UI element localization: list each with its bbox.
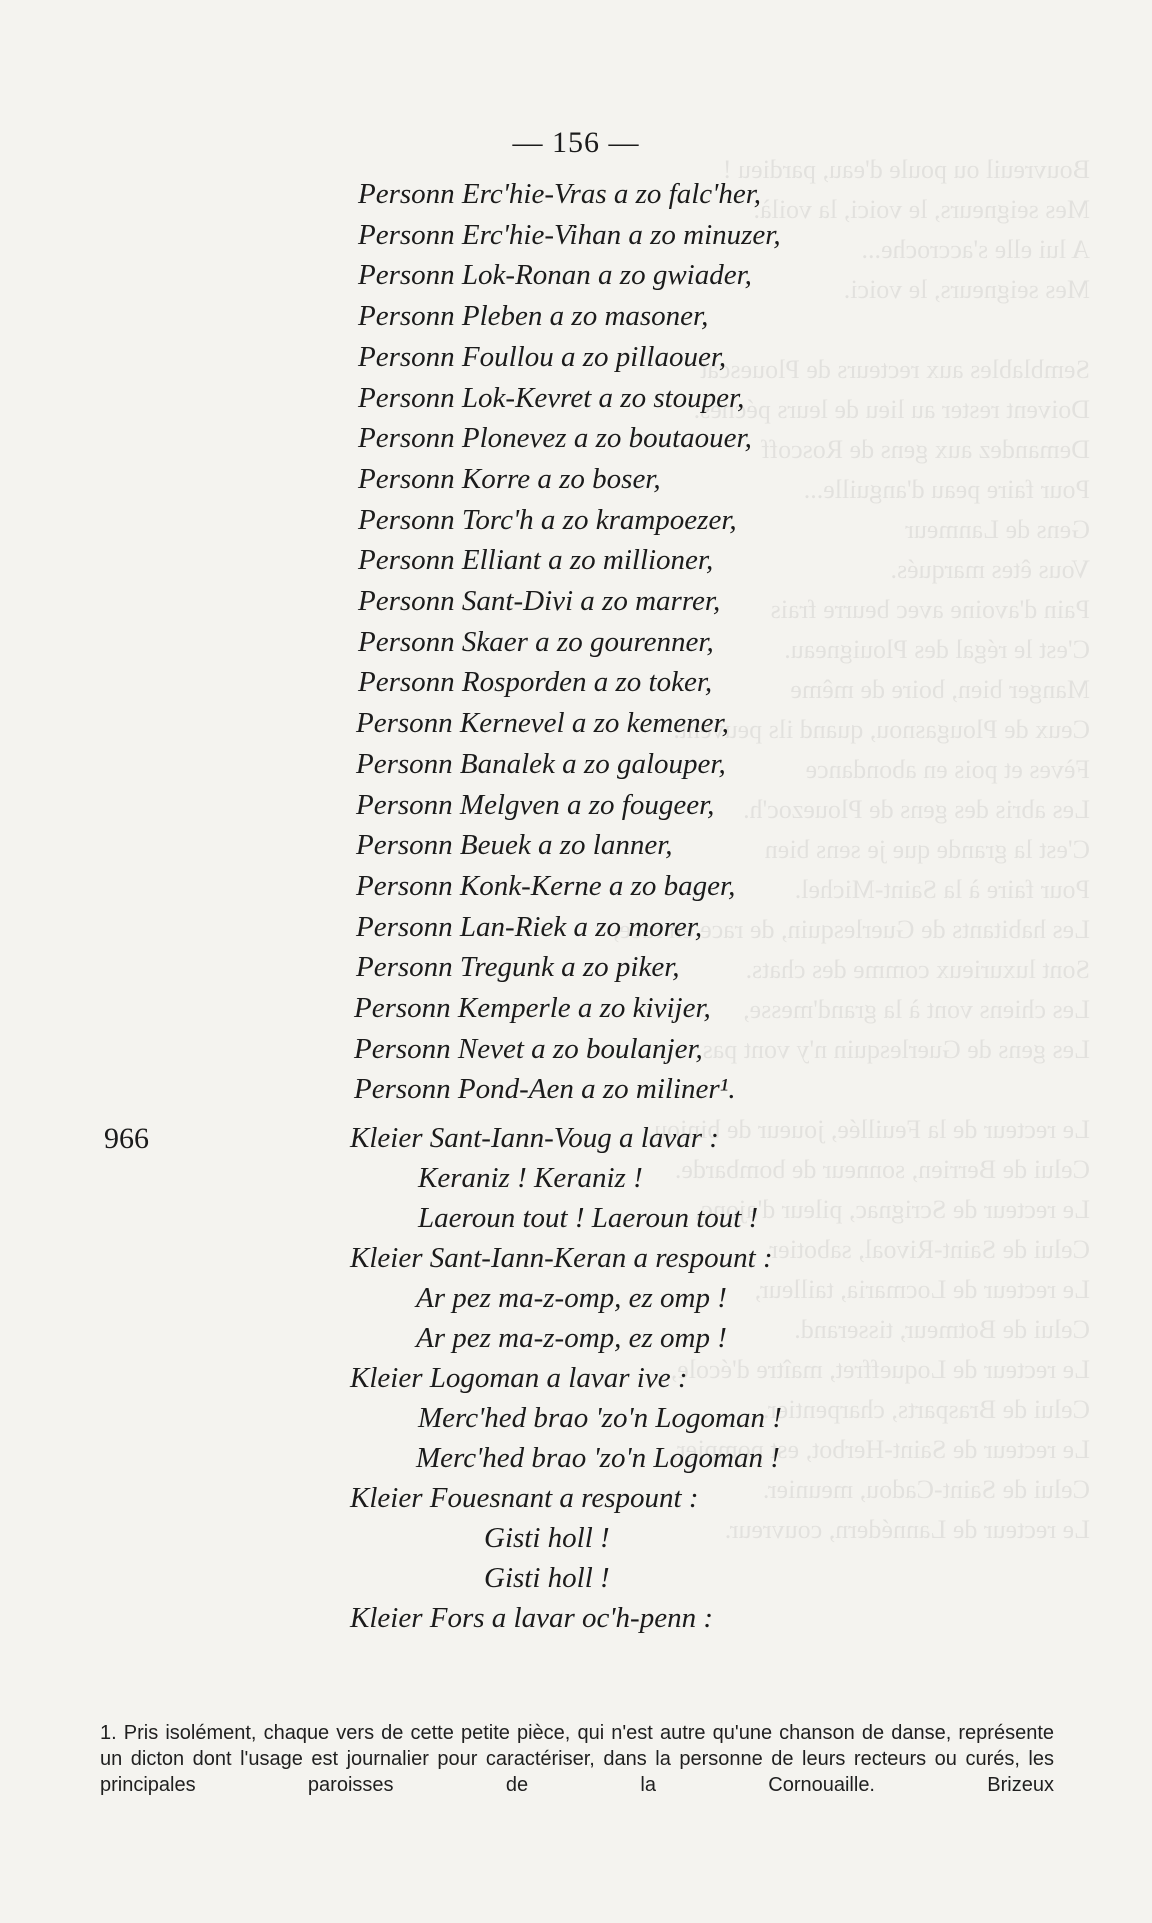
verse-line: Personn Nevet a zo boulanjer, — [354, 1032, 703, 1065]
verse-line: Kleier Sant-Iann-Voug a lavar : — [350, 1122, 719, 1154]
verse-line: Kleier Fors a lavar oc'h-penn : — [350, 1602, 713, 1634]
verse-line: Personn Erc'hie-Vihan a zo minuzer, — [358, 218, 781, 251]
verse-line: Personn Plonevez a zo boutaouer, — [358, 422, 752, 455]
verse-line: Personn Banalek a zo galouper, — [356, 747, 726, 780]
verse-line: Personn Erc'hie-Vras a zo falc'her, — [358, 178, 762, 210]
verse-line: Personn Beuek a zo lanner, — [356, 829, 673, 862]
verse-line: Kleier Sant-Iann-Keran a respount : — [350, 1242, 773, 1274]
verse-line-indented: Laeroun tout ! Laeroun tout ! — [418, 1202, 759, 1234]
verse-line: Personn Pleben a zo masoner, — [358, 300, 709, 333]
page-number: — 156 — — [512, 126, 640, 159]
verse-line-indented: Gisti holl ! — [484, 1522, 610, 1554]
verse-line-indented: Merc'hed brao 'zo'n Logoman ! — [416, 1442, 780, 1474]
verse-line-indented: Keraniz ! Keraniz ! — [418, 1162, 643, 1194]
verse-line: Personn Korre a zo boser, — [358, 462, 661, 495]
verse-line: Personn Tregunk a zo piker, — [356, 951, 680, 984]
verse-line: Personn Pond-Aen a zo miliner¹. — [354, 1073, 736, 1106]
bleed-through-text: Bouvreuil ou poule d'eau, pardieu ! Mes seigneurs, le voici, la voilà. A lui elle s'accroche... Mes seigneurs, le voici. Semblables aux recteurs de Plouescat Doivent rester au lieu de leurs péchés. Demandez aux gens de Roscoff Pour faire peau d'anguille... Gens de Lanmeur Vous êtes marqués. Pain d'avoine avec beurre frais C'est le régal des Plouigneau. Manger bien, boire de même Ceux de Plougasnou, quand ils peuvent. Fèves et pois en abondance Les abris des gens de Plouezoc'h. C'est la grande que je sens bien Pour faire à la Saint-Michel. Les habitants de Guerlesquin, de race en race, Sont luxurieux comme des chats. Les chiens vont à la grand'messe, Les gens de Guerlesquin n'y vont pas. Le recteur de la Feuillée, joueur de biniou, Celui de Berrien, sonneur de bombarde. Le recteur de Scrignac, pileur d'ajonc, Celui de Saint-Rivoal, sabotier. Le recteur de Locmaria, tailleur, Celui de Botmeur, tisserand. Le recteur de Loqueffret, maître d'école, Celui de Brasparts, charpentier. Le recteur de Saint-Herbot, est pompier, Celui de Saint-Cadou, meunier. Le recteur de Lannédern, couvreur. — [612, 155, 1090, 1544]
verse-line: Personn Elliant a zo millioner, — [358, 544, 714, 577]
verse-line: Personn Kemperle a zo kivijer, — [354, 992, 711, 1024]
verse-line: Personn Skaer a zo gourenner, — [358, 625, 714, 658]
verse-number: 966 — [104, 1122, 149, 1155]
verse-line: Kleier Logoman a lavar ive : — [350, 1362, 688, 1394]
verse-line: Personn Lan-Riek a zo morer, — [356, 910, 703, 943]
footnote: 1. Pris isolément, chaque vers de cette petite pièce, qui n'est autre qu'une chanson de danse, représente un dicton dont l'usage est journalier pour caractériser, dans la personne de leurs recteurs ou curés, les principales paroisses de la Cornouaille. Brizeux — [100, 1722, 1054, 1796]
verse-line-indented: Ar pez ma-z-omp, ez omp ! — [416, 1322, 727, 1354]
verse-line: Personn Lok-Kevret a zo stouper, — [358, 381, 745, 414]
verse-line: Personn Rosporden a zo toker, — [358, 666, 713, 699]
verse-line: Personn Kernevel a zo kemener, — [356, 707, 729, 740]
verse-line: Personn Melgven a zo fougeer, — [356, 788, 715, 821]
verse-line: Personn Lok-Ronan a zo gwiader, — [358, 259, 752, 292]
verse-line-indented: Ar pez ma-z-omp, ez omp ! — [416, 1282, 727, 1314]
verse-line: Personn Sant-Divi a zo marrer, — [358, 585, 721, 617]
verse-line: Personn Konk-Kerne a zo bager, — [356, 869, 736, 902]
verse-line: Personn Torc'h a zo krampoezer, — [358, 503, 737, 536]
verse-line: Kleier Fouesnant a respount : — [350, 1482, 699, 1514]
verse-line: Personn Foullou a zo pillaouer, — [358, 340, 727, 373]
verse-line-indented: Merc'hed brao 'zo'n Logoman ! — [418, 1402, 782, 1434]
verse-line-indented: Gisti holl ! — [484, 1562, 610, 1594]
